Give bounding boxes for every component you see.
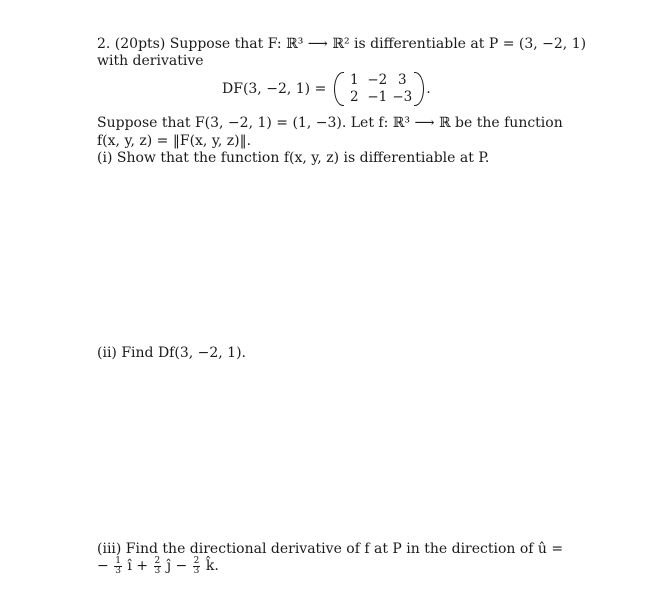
matrix-entry: 3 <box>398 72 407 88</box>
fraction-denominator: 3 <box>193 565 200 576</box>
fraction-numerator: 1 <box>115 555 121 566</box>
unit-vector-j: ĵ − <box>166 558 188 574</box>
fraction <box>114 557 122 576</box>
fraction-numerator: 2 <box>193 555 200 566</box>
part-iii-line-2 <box>97 556 219 576</box>
fraction-numerator: 2 <box>154 555 161 566</box>
problem-text-line-2: f(x, y, z) = ‖F(x, y, z)‖. <box>97 133 252 149</box>
equation-lhs: DF(3, −2, 1) = <box>222 81 327 97</box>
unit-vector-i: î + <box>127 558 149 574</box>
unit-vector-k: k̂. <box>205 558 219 574</box>
fraction-denominator: 3 <box>115 565 121 576</box>
fraction-denominator: 3 <box>154 565 161 576</box>
derivative-equation <box>222 70 431 108</box>
problem-text-line-1: Suppose that F(3, −2, 1) = (1, −3). Let f: ℝ³ ⟶ ℝ be the function <box>97 115 563 131</box>
part-ii: (ii) Find Df(3, −2, 1). <box>97 345 246 361</box>
matrix-entry: −2 <box>367 72 388 88</box>
matrix-entry: −3 <box>392 89 413 105</box>
part-i: (i) Show that the function f(x, y, z) is differentiable at P. <box>97 150 490 166</box>
minus-sign: − <box>97 558 109 574</box>
matrix-entry: 1 <box>350 72 359 88</box>
problem-statement-line-2: with derivative <box>97 53 204 69</box>
part-iii-line-1: (iii) Find the directional derivative of f at P in the direction of û = <box>97 541 564 557</box>
fraction <box>154 557 162 576</box>
problem-statement-line-1: 2. (20pts) Suppose that F: ℝ³ ⟶ ℝ² is differentiable at P = (3, −2, 1) <box>97 36 587 52</box>
fraction <box>193 557 201 576</box>
right-paren <box>414 72 424 106</box>
derivative-matrix <box>334 72 424 106</box>
equation-period: . <box>426 81 431 97</box>
matrix-entry: −1 <box>367 89 388 105</box>
matrix-entry: 2 <box>350 89 359 105</box>
left-paren <box>334 72 344 106</box>
